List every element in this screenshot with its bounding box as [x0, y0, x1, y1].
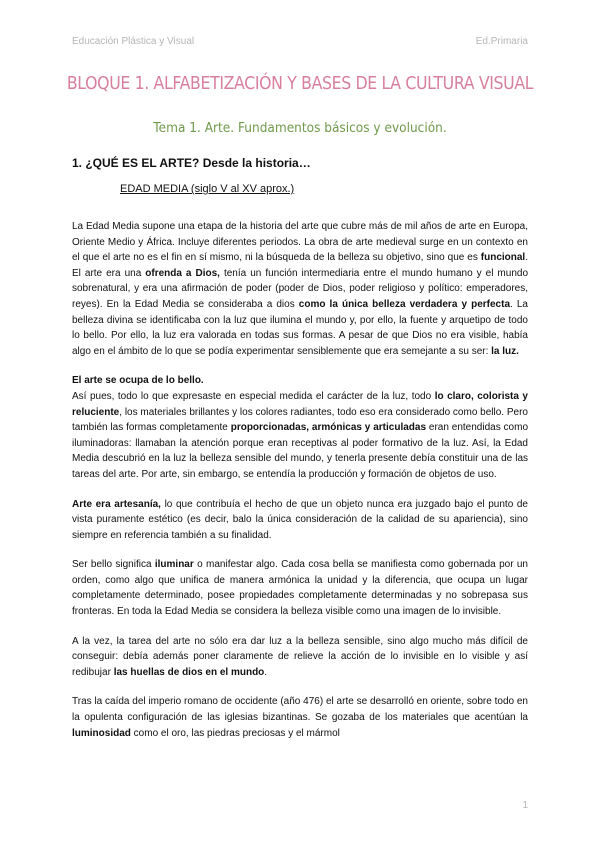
bold-run: lo claro, colorista y reluciente	[72, 390, 528, 418]
text-run: , los materiales brillantes y los colores radiantes, todo eso era considerado como bello. Pero también las formas completamente	[72, 406, 528, 434]
bold-run: ofrenda a Dios,	[145, 267, 220, 279]
text-run: La Edad Media supone una etapa de la historia del arte que cubre más de mil años de arte en Europa, Oriente Medio y África. Incluye diferentes periodos. La obra de arte medieval surge en un contexto en el que el arte no es el fin en sí mismo, ni la búsqueda de la belleza su objetivo, sino que es	[72, 221, 528, 264]
era-heading: EDAD MEDIA (siglo V al XV aprox.)	[120, 183, 295, 195]
section-heading: 1. ¿QUÉ ES EL ARTE? Desde la historia…	[72, 156, 311, 170]
paragraph-1	[72, 219, 528, 359]
text-run: Tras la caída del imperio romano de occidente (año 476) el arte se desarrolló en oriente, sobre todo en la opulenta configuración de las iglesias bizantinas. Se gozaba de los materiales que acentúan la	[72, 696, 528, 724]
bold-run: Arte era artesanía,	[72, 498, 161, 510]
header-subject: Educación Plástica y Visual	[72, 36, 195, 47]
bold-run: la luz.	[491, 345, 519, 357]
block-title: BLOQUE 1. ALFABETIZACIÓN Y BASES DE LA CULTURA VISUAL	[66, 74, 534, 94]
text-run: Así pues, todo lo que expresaste en especial medida el carácter de la luz, todo	[72, 390, 435, 402]
paragraph-5	[72, 634, 528, 681]
text-run: Ser bello significa	[72, 559, 155, 571]
bold-run: luminosidad	[72, 727, 131, 739]
page-number: 1	[522, 800, 528, 811]
paragraph-6	[72, 694, 528, 741]
paragraph-4	[72, 557, 528, 619]
bold-run: las huellas de dios en el mundo	[113, 666, 265, 678]
bold-run: como la única belleza verdadera y perfecta	[298, 298, 511, 310]
text-run: lo que contribuía el hecho de que un objeto nunca era juzgado bajo el punto de vista puramente estético (es decir, balo la única consideración de la calidad de su apariencia), sino siempre en referencia también a su finalidad.	[72, 498, 528, 541]
bold-run: proporcionadas, armónicas y articuladas	[230, 422, 427, 434]
document-body	[72, 219, 528, 755]
text-run: . La belleza divina se identificaba con la luz que ilumina el mundo y, por ello, la fuente y arquetipo de todo lo bello. Por ello, la luz era valorada en todas sus formas. A pesar de que Dios no era visible, había algo en el ámbito de lo que se podía experimentar sensiblemente que era semejante a su ser:	[72, 298, 528, 357]
text-run: como el oro, las piedras preciosas y el mármol	[130, 727, 340, 739]
text-run: A la vez, la tarea del arte no sólo era dar luz a la belleza sensible, sino algo mucho más difícil de conseguir: debía además poner claramente de relieve la acción de lo invisible en lo visible y así redibujar	[72, 635, 528, 678]
bold-run: funcional	[480, 252, 526, 264]
text-run: o manifestar algo. Cada cosa bella se manifiesta como gobernada por un orden, como algo que unifica de manera armónica la unidad y la diferencia, que ocupa un lugar completamente determinado, posee propiedades completamente determinadas y no sobrepasa sus fronteras. En toda la Edad Media se considera la belleza visible como una imagen de lo invisible.	[72, 559, 528, 618]
header-level: Ed.Primaria	[475, 36, 528, 47]
text-run: eran entendidas como iluminadoras: llamaban la atención porque eran receptivas al poder formativo de la luz. Así, la Edad Media descubrió en la luz la belleza sensible del mundo, y tenerla presente debía constituir una de las tareas del arte. Por arte, sin embargo, se entendía la producción y formación de objetos de uso.	[72, 422, 528, 480]
text-run: . El arte era una	[72, 252, 528, 279]
topic-subtitle: Tema 1. Arte. Fundamentos básicos y evolución.	[153, 120, 447, 136]
bold-run: iluminar	[154, 559, 194, 571]
text-run: .	[264, 666, 268, 678]
paragraph-heading: El arte se ocupa de lo bello.	[72, 375, 204, 387]
paragraph-3	[72, 497, 528, 544]
paragraph-2	[72, 373, 528, 482]
text-run: tenía un función intermediaria entre el mundo humano y el mundo sobrenatural, y era una afirmación de poder (poder de Dios, poder religioso y político: emperadores, reyes). En la Edad Media se consideraba a dios	[72, 267, 529, 310]
